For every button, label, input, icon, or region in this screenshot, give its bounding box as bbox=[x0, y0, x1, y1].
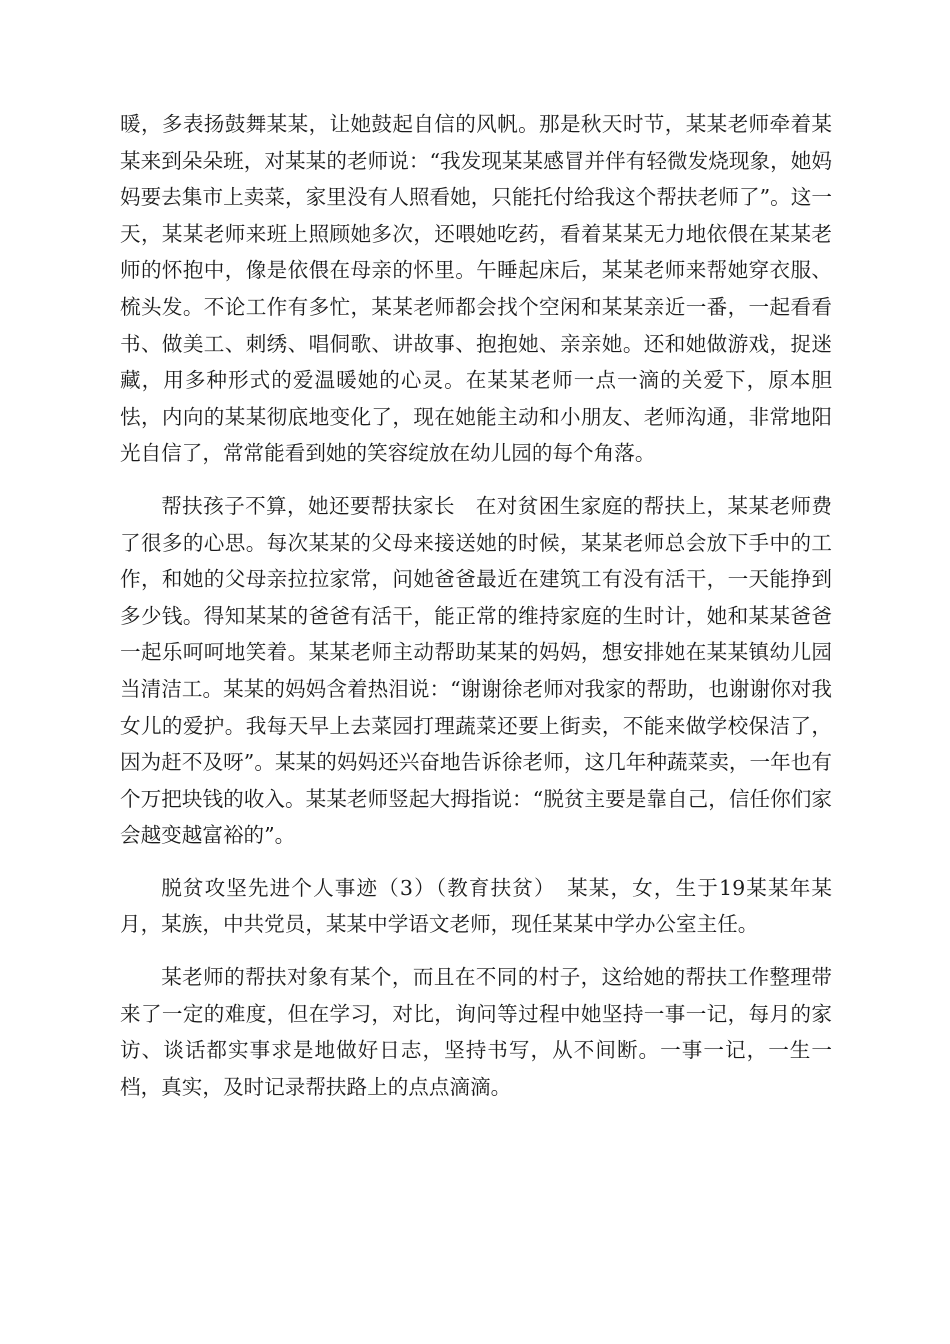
paragraph-1: 暖，多表扬鼓舞某某，让她鼓起自信的风帆。那是秋天时节，某某老师牵着某某来到朵朵班，对某某的老师说：“我发现某某感冒并伴有轻微发烧现象，她妈妈要去集市上卖菜，家里没有人照看她，只能托付给我这个帮扶老师了”。这一天，某某老师来班上照顾她多次，还喂她吃药，看着某某无力地依偎在某某老师的怀抱中，像是依偎在母亲的怀里。午睡起床后，某某老师来帮她穿衣服、梳头发。不论工作有多忙，某某老师都会找个空闲和某某亲近一番，一起看看书、做美工、刺绣、唱侗歌、讲故事、抱抱她、亲亲她。还和她做游戏，捉迷藏，用多种形式的爱温暖她的心灵。在某某老师一点一滴的关爱下，原本胆怯，内向的某某彻底地变化了，现在她能主动和小朋友、老师沟通，非常地阳光自信了，常常能看到她的笑容绽放在幼儿园的每个角落。 bbox=[120, 112, 832, 466]
document-page bbox=[120, 106, 832, 1105]
paragraph-3: 脱贫攻坚先进个人事迹（3）（教育扶贫） 某某，女，生于19某某年某月，某族，中共党员，某某中学语文老师，现任某某中学办公室主任。 bbox=[120, 875, 832, 937]
paragraph-2: 帮扶孩子不算，她还要帮扶家长 在对贫困生家庭的帮扶上，某某老师费了很多的心思。每次某某的父母来接送她的时候，某某老师总会放下手中的工作，和她的父母亲拉拉家常，问她爸爸最近在建筑工有没有活干，一天能挣到多少钱。得知某某的爸爸有活干，能正常的维持家庭的生时计，她和某某爸爸一起乐呵呵地笑着。某某老师主动帮助某某的妈妈，想安排她在某某镇幼儿园当清洁工。某某的妈妈含着热泪说：“谢谢徐老师对我家的帮助，也谢谢你对我女儿的爱护。我每天早上去菜园打理蔬菜还要上街卖，不能来做学校保洁了，因为赶不及呀”。某某的妈妈还兴奋地告诉徐老师，这几年种蔬菜卖，一年也有个万把块钱的收入。某某老师竖起大拇指说：“脱贫主要是靠自己，信任你们家会越变越富裕的”。 bbox=[120, 493, 832, 848]
paragraph-4: 某老师的帮扶对象有某个，而且在不同的村子，这给她的帮扶工作整理带来了一定的难度，但在学习，对比，询问等过程中她坚持一事一记，每月的家访、谈话都实事求是地做好日志，坚持书写，从不间断。一事一记，一生一档，真实，及时记录帮扶路上的点点滴滴。 bbox=[120, 965, 832, 1099]
